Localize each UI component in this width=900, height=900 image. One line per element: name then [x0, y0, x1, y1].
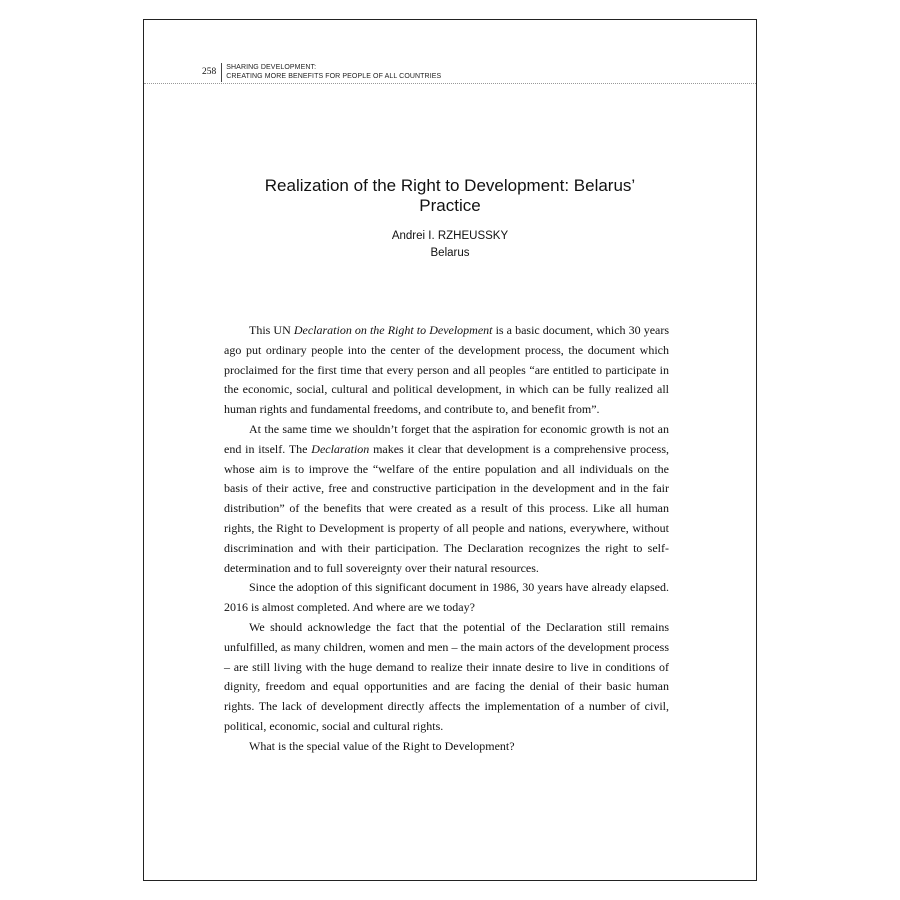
author-name: Andrei I. RZHEUSSKY — [391, 230, 509, 242]
paragraph-3: Since the adoption of this significant document in 1986, 30 years have already elapsed. 2016 is almost completed. And where are we today? — [224, 580, 669, 615]
running-header-line-2: CREATING MORE BENEFITS FOR PEOPLE OF ALL COUNTRIES — [226, 72, 442, 80]
page-number: 258 — [202, 63, 222, 82]
author-country: Belarus — [430, 247, 470, 259]
paragraph-5: What is the special value of the Right to Development? — [249, 738, 515, 753]
article-title — [204, 176, 696, 216]
article-title-line-2: Practice — [419, 196, 481, 215]
running-header-line-1: SHARING DEVELOPMENT: — [226, 64, 317, 71]
paragraph-2-text-a: At the same time we shouldn’t forget that the aspiration for economic growth is not an end in itself. The — [224, 421, 669, 456]
paragraph-1-italic: Declaration on the Right to Development — [293, 323, 493, 337]
paragraph-1-text-b: is a basic document, which 30 years ago put ordinary people into the center of the development process, the document which proclaimed for the first time that every person and all peoples “are entitled to participate in the economic, social, cultural and political development, in which can be fully realized all human rights and fundamental freedoms, and contribute to, and benefit from”. — [224, 323, 670, 417]
paragraph-2-italic: Declaration — [311, 441, 370, 456]
header-divider — [144, 83, 756, 84]
paragraph-1-text-a: This UN — [249, 323, 294, 337]
paragraph-4: We should acknowledge the fact that the potential of the Declaration still remains unfulfilled, as many children, women and men – the main actors of the development process – are still living with the huge demand to realize their innate desire to live in conditions of dignity, freedom and equal opportunities and are facing the denial of their basic human rights. The lack of development directly affects the implementation of a number of civil, political, economic, social and cultural rights. — [224, 619, 669, 733]
document-page — [143, 19, 757, 881]
article-body — [224, 321, 669, 757]
paragraph-1 — [224, 321, 669, 420]
running-header — [202, 63, 441, 82]
paragraph-2 — [224, 420, 669, 578]
article-title-line-1: Realization of the Right to Development: Belarus’ — [264, 176, 636, 195]
paragraph-2-text-b: makes it clear that development is a comprehensive process, whose aim is to improve the “welfare of the entire population and all individuals on the basis of their active, free and constructive participation in the development and in the fair distribution” of the benefits that were created as a result of this process. Like all human rights, the Right to Development is property of all people and nations, everywhere, without discrimination and with their participation. The Declaration recognizes the right to self-determination and to full sovereignty over their natural resources. — [224, 441, 669, 575]
running-header-title — [222, 64, 441, 81]
